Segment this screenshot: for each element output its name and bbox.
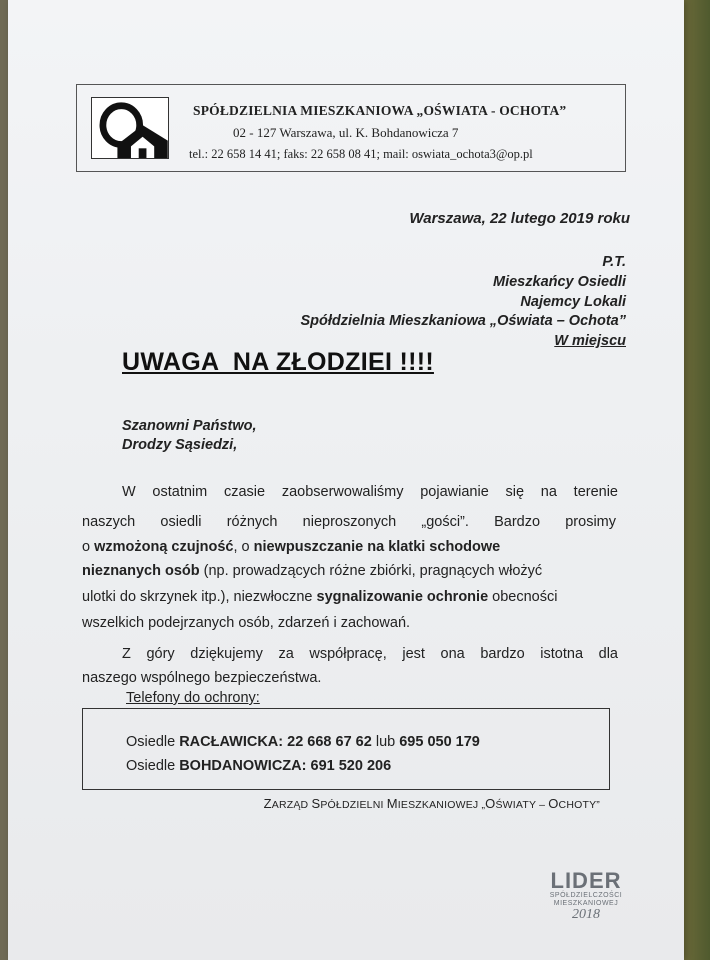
text-run: O [548,796,559,811]
paragraph-line: Z góry dziękujemy za współpracę, jest ona bardzo istotna dla [122,646,618,662]
warning-title: UWAGA NA ZŁODZIEI !!!! [122,348,434,376]
text-run: PÓŁDZIELNI [320,799,387,811]
lider-title: LIDER [550,868,622,893]
phone-number: 695 050 179 [399,734,480,750]
text-run: IESZKANIOWEJ „ [397,799,486,811]
paragraph-line: W ostatnim czasie zaobserwowaliśmy pojawianie się na terenie [122,484,618,500]
bold-run: sygnalizowanie ochronie [316,589,489,605]
text-run: o [82,539,95,555]
text-run: obecności [488,589,558,605]
coop-name: SPÓŁDZIELNIA MIESZKANIOWA „OŚWIATA - OCHOTA” [193,103,567,118]
lider-subtitle: SPÓŁDZIELCZOŚCI [549,892,623,899]
phones-header: Telefony do ochrony: [126,690,260,706]
phone-number: 691 520 206 [310,758,392,774]
estate-name: RACŁAWICKA: [179,734,284,750]
coop-contact: tel.: 22 658 14 41; faks: 22 658 08 41; mail: oswiata_ochota3@op.pl [189,147,533,161]
letterhead-box [76,84,626,172]
lider-subtitle: MIESZKANIOWEJ [553,900,619,907]
board-signature [200,796,600,811]
text-run: Osiedle [126,734,180,750]
phone-number: 22 668 67 62 [287,734,372,750]
addressee-line: P.T. [602,254,626,270]
text-run: , o [233,539,254,555]
addressee-line: Spółdzielnia Mieszkaniowa „Oświata – Ochota” [300,313,626,329]
phone-row [126,734,480,750]
salutation-line: Szanowni Państwo, [122,418,257,434]
bold-run: nieznanych osób [82,563,200,579]
text-run: lub [371,734,400,750]
date-line: Warszawa, 22 lutego 2019 roku [409,210,630,227]
addressee-line: Najemcy Lokali [520,294,626,310]
paragraph-line [82,589,616,605]
coop-address: 02 - 127 Warszawa, ul. K. Bohdanowicza 7 [233,125,459,140]
addressee-line: Mieszkańcy Osiedli [493,274,626,290]
text-run: ARZĄD [271,799,312,811]
bold-run: wzmożoną czujność [94,539,234,555]
phone-row [126,758,391,774]
text-run: ulotki do skrzynek itp.), niezwłoczne [82,589,317,605]
addressee-line: W miejscu [554,333,626,349]
text-run: Osiedle [126,758,180,774]
text-run: Z [263,796,272,811]
text-run: (np. prowadzących różne zbiórki, pragnących włożyć [199,563,543,579]
text-run: ŚWIATY – [495,799,549,811]
lider-badge [536,870,636,922]
paragraph-line [82,563,616,579]
paragraph-line [82,539,616,555]
salutation-line: Drodzy Sąsiedzi, [122,437,238,453]
text-run: S [311,796,321,811]
lider-year: 2018 [572,907,600,922]
paragraph-line: wszelkich podejrzanych osób, zdarzeń i zachowań. [82,615,411,631]
text-run: O [485,796,496,811]
estate-name: BOHDANOWICZA: [179,758,307,774]
paragraph-line: naszych osiedli różnych nieproszonych „gości”. Bardzo prosimy [82,514,616,530]
bold-run: niewpuszczanie na klatki schodowe [253,539,501,555]
text-run: CHOTY” [558,799,600,811]
text-run: M [386,796,398,811]
paragraph-line: naszego wspólnego bezpieczeństwa. [82,670,322,686]
coop-logo-icon [91,97,169,159]
